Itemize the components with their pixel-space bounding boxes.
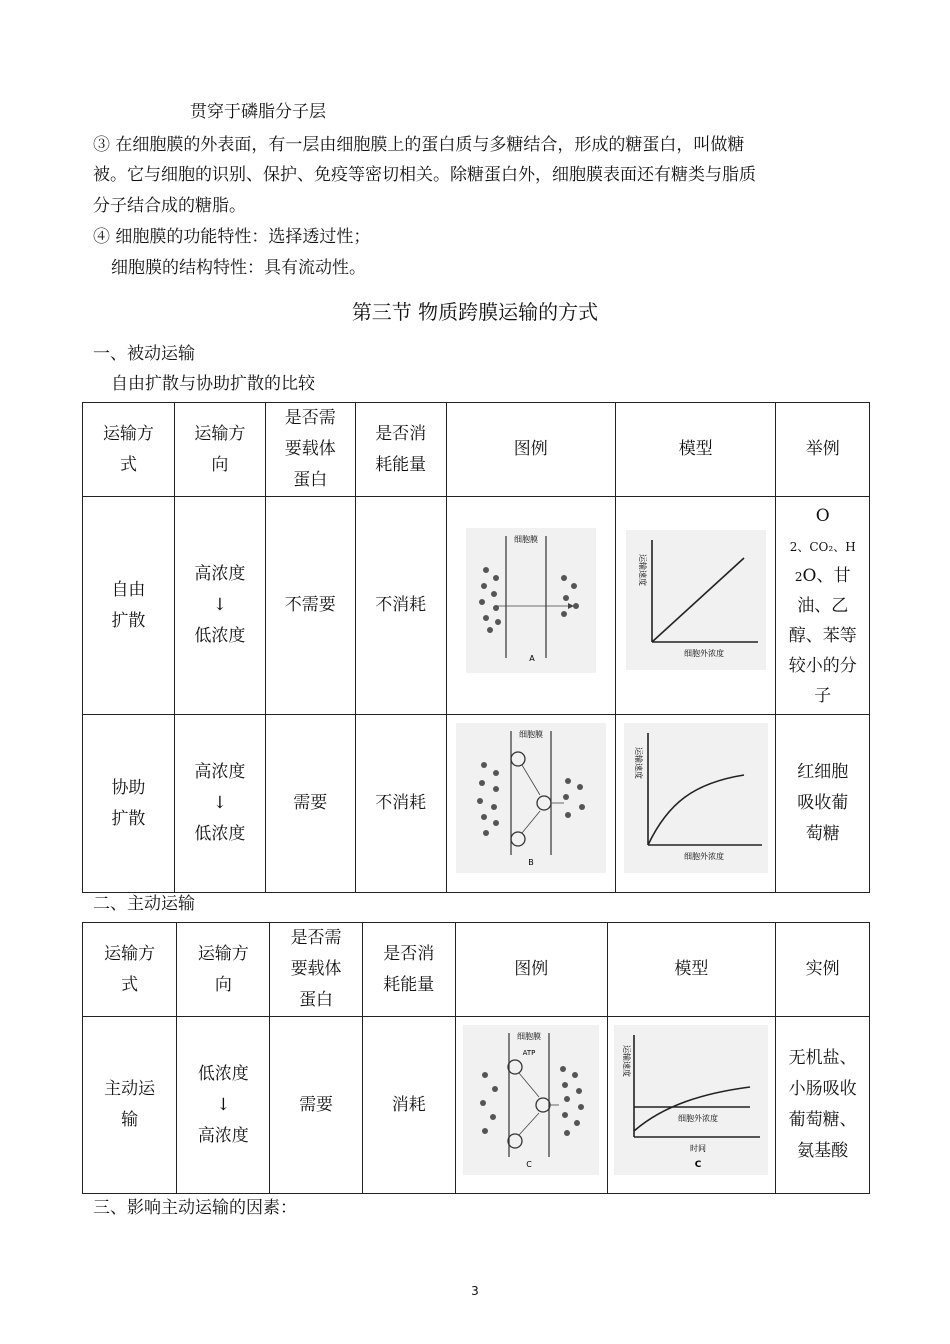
cell-model-b [615,715,775,893]
header-carrier: 是否需要载体蛋白 [265,403,355,497]
header-energy: 是否消耗能量 [362,923,455,1017]
comparison-table-active [82,922,870,1194]
facilitated-diffusion-model [624,723,768,873]
part1-subheading: 自由扩散与协助扩散的比较 [111,374,315,394]
svg-text:细胞外浓度: 细胞外浓度 [683,649,724,658]
cell-model-a [615,497,775,715]
part3-heading: 三、影响主动运输的因素： [93,1198,297,1218]
cell-energy: 不消耗 [355,497,446,715]
free-diffusion-figure [466,528,596,673]
header-energy: 是否消耗能量 [355,403,446,497]
cell-carrier: 需要 [270,1017,362,1194]
svg-text:细胞膜: 细胞膜 [513,534,538,544]
free-diffusion-model [626,530,766,670]
cell-mode: 自由扩散 [83,497,175,715]
header-model: 模型 [615,403,775,497]
cell-figure-b [446,715,615,893]
cell-figure-a [446,497,615,715]
header-example: 举例 [776,403,870,497]
active-transport-figure [463,1025,599,1175]
cell-model-c [607,1017,776,1194]
header-direction: 运输方向 [177,923,270,1017]
table-row [83,1017,870,1194]
cell-carrier: 不需要 [265,497,355,715]
active-transport-model [614,1025,768,1175]
svg-text:细胞外浓度: 细胞外浓度 [678,1113,719,1123]
header-carrier: 是否需要载体蛋白 [270,923,362,1017]
header-figure: 图例 [446,403,615,497]
intro-line-5: ④ 细胞膜的功能特性：选择透过性； [93,227,371,247]
intro-line-1: 贯穿于磷脂分子层 [190,102,326,122]
header-model: 模型 [607,923,776,1017]
svg-text:运输速度: 运输速度 [633,747,643,779]
intro-line-3: 被。它与细胞的识别、保护、免疫等密切相关。除糖蛋白外，细胞膜表面还有糖类与脂质 [93,165,756,185]
svg-text:细胞外浓度: 细胞外浓度 [683,852,724,861]
cell-carrier: 需要 [265,715,355,893]
cell-mode: 协助扩散 [83,715,175,893]
comparison-table-passive [82,402,870,893]
part2-heading: 二、主动运输 [93,894,195,914]
svg-text:运输速度: 运输速度 [637,554,647,586]
facilitated-diffusion-figure [456,723,606,873]
svg-text:A: A [529,653,535,663]
table-header-row [83,923,870,1017]
table-row [83,715,870,893]
svg-text:细胞膜: 细胞膜 [518,730,543,739]
svg-text:B: B [528,858,534,867]
header-figure: 图例 [455,923,607,1017]
svg-text:细胞膜: 细胞膜 [517,1031,542,1041]
intro-line-6: 细胞膜的结构特性：具有流动性。 [111,258,366,278]
cell-mode: 主动运输 [83,1017,177,1194]
cell-energy: 消耗 [362,1017,455,1194]
cell-direction: 高浓度 ↓ 低浓度 [174,715,265,893]
table-header-row [83,403,870,497]
cell-example-a: O 2、CO₂、H 2O、甘油、乙醇、苯等较小的分子 [776,497,870,715]
cell-figure-c [455,1017,607,1194]
header-mode: 运输方式 [83,403,175,497]
section-title: 第三节 物质跨膜运输的方式 [351,300,599,324]
cell-example-b: 红细胞吸收葡萄糖 [776,715,870,893]
svg-text:C: C [526,1159,533,1169]
intro-line-2: ③ 在细胞膜的外表面，有一层由细胞膜上的蛋白质与多糖结合，形成的糖蛋白，叫做糖 [93,135,745,155]
cell-direction: 高浓度 ↓ 低浓度 [174,497,265,715]
cell-example-c: 无机盐、小肠吸收葡萄糖、氨基酸 [776,1017,870,1194]
cell-direction: 低浓度 ↓ 高浓度 [177,1017,270,1194]
header-example: 实例 [776,923,870,1017]
header-direction: 运输方向 [174,403,265,497]
table-row [83,497,870,715]
page-number: 3 [471,1284,479,1298]
svg-text:ATP: ATP [522,1048,536,1057]
intro-line-4: 分子结合成的糖脂。 [93,196,246,216]
cell-energy: 不消耗 [355,715,446,893]
svg-text:时间: 时间 [690,1143,707,1153]
svg-text:运输速度: 运输速度 [622,1044,632,1077]
header-mode: 运输方式 [83,923,177,1017]
svg-text:C: C [695,1159,702,1170]
part1-heading: 一、被动运输 [93,344,195,364]
